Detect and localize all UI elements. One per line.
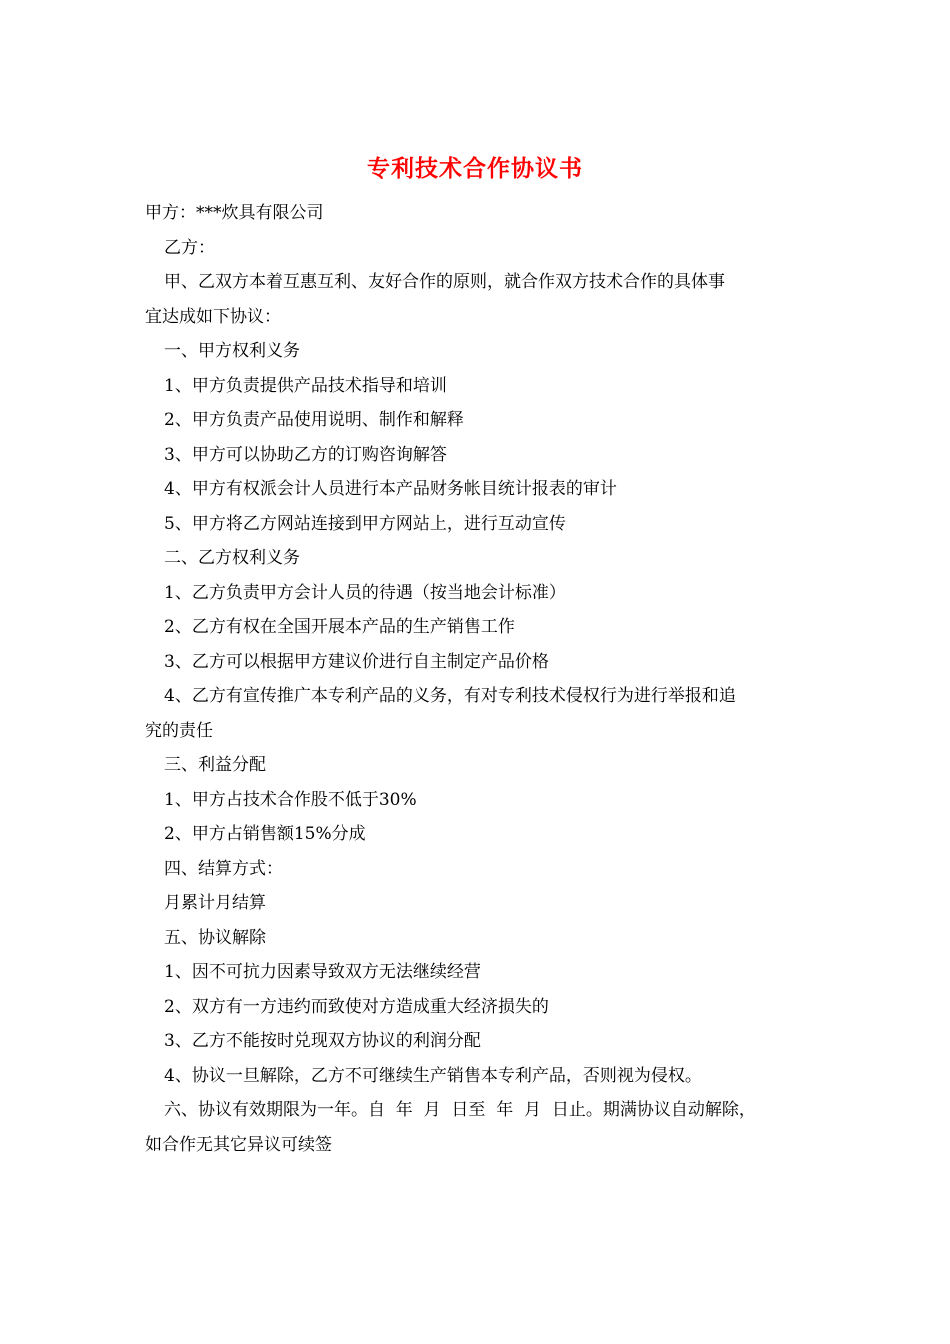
list-item: 4、协议一旦解除，乙方不可继续生产销售本专利产品，否则视为侵权。	[164, 1065, 702, 1086]
section-heading: 二、乙方权利义务	[164, 548, 300, 568]
section-heading: 一、甲方权利义务	[164, 341, 300, 361]
list-item: 4、甲方有权派会计人员进行本产品财务帐目统计报表的审计	[164, 479, 617, 499]
list-item: 1、因不可抗力因素导致双方无法继续经营	[164, 962, 481, 982]
section-heading: 三、利益分配	[164, 755, 266, 775]
list-item: 3、乙方可以根据甲方建议价进行自主制定产品价格	[164, 651, 549, 672]
list-item: 2、双方有一方违约而致使对方造成重大经济损失的	[164, 996, 549, 1017]
list-item: 2、乙方有权在全国开展本产品的生产销售工作	[164, 617, 515, 637]
section-six-line-1: 六、协议有效期限为一年。自 年 月 日至 年 月 日止。期满协议自动解除，	[164, 1100, 756, 1120]
section-heading: 四、结算方式：	[164, 858, 283, 879]
list-item: 2、甲方负责产品使用说明、制作和解释	[164, 410, 464, 430]
party-b-line: 乙方：	[164, 237, 215, 258]
list-item: 4、乙方有宣传推广本专利产品的义务，有对专利技术侵权行为进行举报和追	[164, 686, 736, 706]
list-item: 5、甲方将乙方网站连接到甲方网站上，进行互动宣传	[164, 513, 566, 534]
list-item: 1、甲方占技术合作股不低于30%	[164, 789, 417, 810]
list-item-continuation: 究的责任	[145, 720, 213, 741]
list-item: 1、甲方负责提供产品技术指导和培训	[164, 375, 447, 396]
party-a-line: 甲方：***炊具有限公司	[145, 203, 324, 223]
intro-paragraph-line-2: 宜达成如下协议：	[145, 306, 281, 327]
list-item: 月累计月结算	[164, 893, 266, 913]
document-title: 专利技术合作协议书	[367, 155, 583, 182]
document-body	[145, 196, 815, 1162]
list-item: 2、甲方占销售额15%分成	[164, 824, 366, 844]
list-item: 3、乙方不能按时兑现双方协议的利润分配	[164, 1031, 481, 1051]
section-heading: 五、协议解除	[164, 927, 266, 948]
intro-paragraph-line-1: 甲、乙双方本着互惠互利、友好合作的原则，就合作双方技术合作的具体事	[164, 272, 725, 292]
section-six-line-2: 如合作无其它异议可续签	[145, 1134, 332, 1155]
list-item: 1、乙方负责甲方会计人员的待遇（按当地会计标准）	[164, 582, 566, 603]
list-item: 3、甲方可以协助乙方的订购咨询解答	[164, 444, 447, 465]
